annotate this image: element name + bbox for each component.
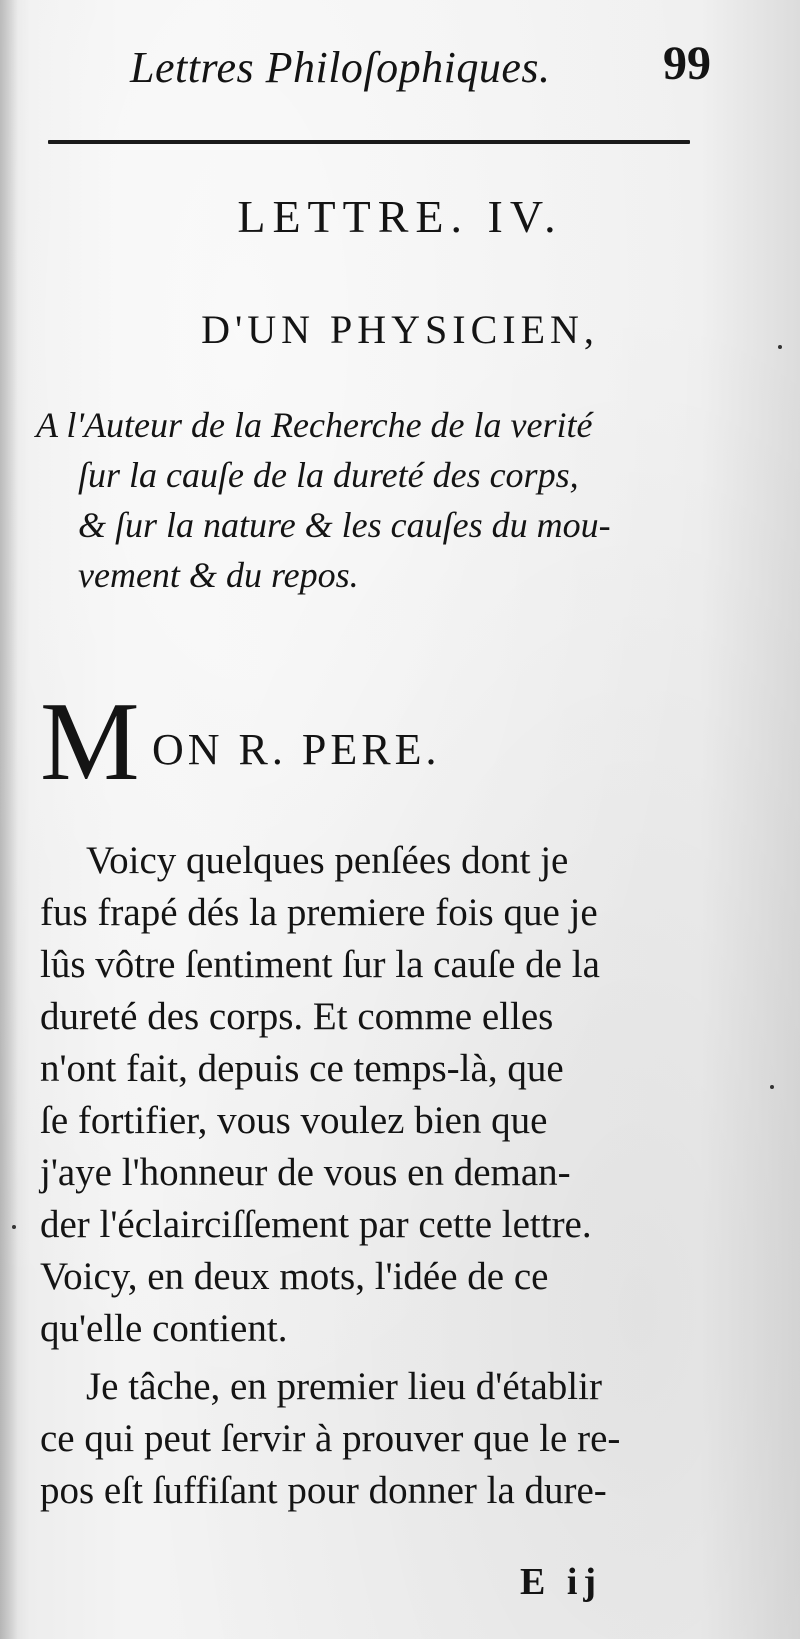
body-line: ſe fortifier, vous voulez bien que [40, 1099, 548, 1142]
body-line: lûs vôtre ſentiment ſur la cauſe de la [40, 943, 600, 986]
page-number: 99 [663, 37, 711, 90]
body-line: Voicy quelques penſées dont je [86, 839, 569, 882]
body-line: Voicy, en deux mots, l'idée de ce [40, 1255, 549, 1298]
body-line: pos eſt ſuffiſant pour donner la dure- [40, 1469, 607, 1512]
body-line: Je tâche, en premier lieu d'établir [86, 1365, 602, 1408]
ink-speck [12, 1225, 16, 1229]
subtitle-line: A l'Auteur de la Recherche de la verité [36, 405, 593, 445]
body-line: fus frapé dés la premiere fois que je [40, 891, 598, 934]
drop-cap: M [40, 680, 140, 804]
ink-speck [778, 345, 782, 349]
body-line: ce qui peut ſervir à prouver que le re- [40, 1417, 621, 1460]
page-header [130, 36, 730, 106]
letter-number: LETTRE. IV. [237, 191, 563, 242]
body-line: dureté des corps. Et comme elles [40, 995, 554, 1038]
body-line: qu'elle contient. [40, 1307, 288, 1350]
body-line: j'aye l'honneur de vous en deman- [40, 1151, 571, 1194]
ink-speck [770, 1085, 774, 1089]
salutation-text: ON R. PERE. [152, 725, 441, 774]
subtitle-line: ſur la cauſe de la dureté des corps, [78, 455, 579, 495]
signature-mark: E ij [520, 1561, 603, 1603]
letter-from-line: D'UN PHYSICIEN, [201, 307, 599, 352]
subtitle-line: & ſur la nature & les cauſes du mou- [78, 505, 611, 545]
running-title: Lettres Philoſophiques. [130, 43, 551, 92]
header-rule [48, 140, 690, 144]
subtitle-line: vement & du repos. [78, 555, 359, 595]
body-line: der l'éclairciſſement par cette lettre. [40, 1203, 592, 1246]
body-line: n'ont fait, depuis ce temps-là, que [40, 1047, 564, 1090]
